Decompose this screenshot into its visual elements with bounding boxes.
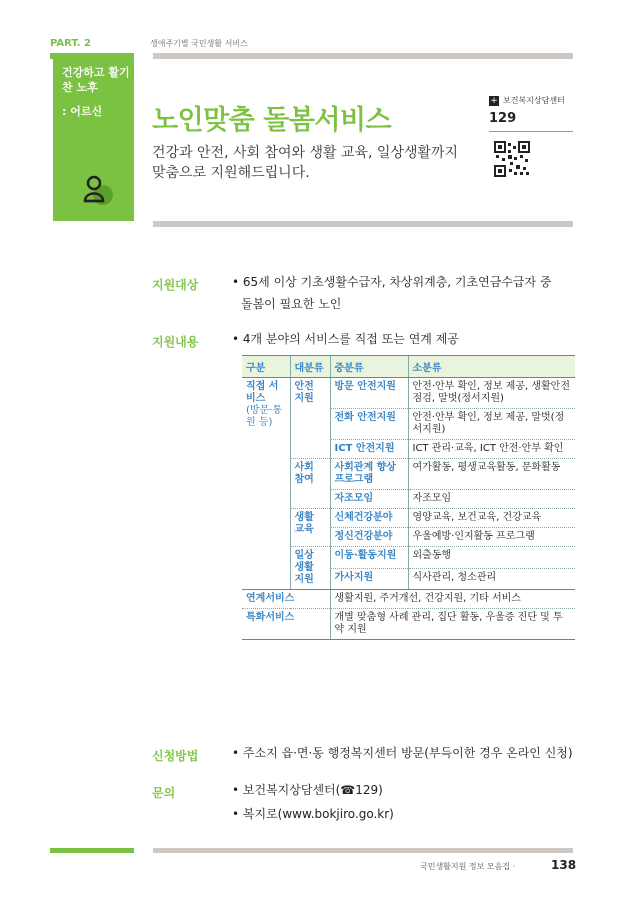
person-icon: [79, 169, 119, 209]
category-cell: 일상 생활 지원: [290, 547, 330, 590]
detail-cell: 안전·안부 확인, 정보 제공, 말벗(정서지원): [408, 409, 575, 440]
group-direct: 직접 서비스: [246, 381, 279, 404]
special-detail: 개별 맞춤형 사례 관리, 집단 활동, 우울증 진단 및 투약 지원: [330, 609, 575, 640]
mid-cell: 사회관계 향상 프로그램: [330, 459, 408, 490]
bottom-grey-bar: [153, 848, 573, 853]
side-subtitle: : 어르신: [62, 105, 103, 118]
detail-cell: 여가활동, 평생교육활동, 문화활동: [408, 459, 575, 490]
mid-cell: ICT 안전지원: [330, 440, 408, 459]
page-title: 노인맞춤 돌봄서비스: [152, 105, 392, 136]
mid-grey-bar: [153, 221, 573, 227]
center-number: 129: [489, 111, 517, 126]
category-cell: 사회 참여: [290, 459, 330, 509]
category-cell: 안전 지원: [290, 378, 330, 459]
target-text-2: 돌봄이 필요한 노인: [241, 297, 342, 311]
target-label: 지원대상: [152, 278, 199, 292]
page-number: 138: [551, 858, 577, 872]
inquiry-website[interactable]: • 복지로(www.bokjiro.go.kr): [232, 807, 394, 821]
mid-cell: 방문 안전지원: [330, 378, 408, 409]
center-divider: [489, 131, 573, 132]
group-cell: [242, 378, 290, 590]
section-label: 생애주기별 국민생활 서비스: [150, 39, 248, 48]
mid-cell: 가사지원: [330, 568, 408, 590]
mid-cell: 전화 안전지원: [330, 409, 408, 440]
table-header: 대분류: [290, 356, 330, 378]
group-direct-sub: (방문·통원 등): [246, 405, 283, 428]
mid-cell: 자조모임: [330, 490, 408, 509]
apply-label: 신청방법: [152, 749, 199, 763]
mid-cell: 이동·활동지원: [330, 547, 408, 569]
linked-detail: 생활지원, 주거개선, 건강지원, 기타 서비스: [330, 590, 575, 609]
table-row: [242, 547, 575, 569]
detail-cell: 외출동행: [408, 547, 575, 569]
table-header: 구분: [242, 356, 290, 378]
mid-cell: 정신건강분야: [330, 528, 408, 547]
detail-cell: ICT 관리·교육, ICT 안전·안부 확인: [408, 440, 575, 459]
linked-label: 연계서비스: [242, 590, 330, 609]
side-category-box: [53, 59, 134, 221]
table-header: 소분류: [408, 356, 575, 378]
table-row: [242, 378, 575, 409]
apply-text: • 주소지 읍·면·동 행정복지센터 방문(부득이한 경우 온라인 신청): [232, 746, 573, 760]
center-badge: [489, 95, 565, 106]
side-title: 건강하고 활기찬 노후: [62, 66, 130, 94]
content-label: 지원내용: [152, 335, 199, 349]
detail-cell: 영양교육, 보건교육, 건강교육: [408, 509, 575, 528]
service-table: [242, 355, 575, 640]
top-grey-bar: [153, 53, 573, 59]
table-row: [242, 590, 575, 609]
qr-code-icon[interactable]: [494, 141, 530, 177]
inquiry-label: 문의: [152, 786, 176, 800]
table-header: 중분류: [330, 356, 408, 378]
center-label: 보건복지상담센터: [503, 96, 565, 105]
mid-cell: 신체건강분야: [330, 509, 408, 528]
category-cell: 생활 교육: [290, 509, 330, 547]
inquiry-phone: • 보건복지상담센터(☎129): [232, 783, 383, 797]
part-label: PART. 2: [50, 38, 91, 49]
detail-cell: 안전·안부 확인, 정보 제공, 생활안전점검, 말벗(정서지원): [408, 378, 575, 409]
target-text: • 65세 이상 기초생활수급자, 차상위계층, 기초연금수급자 중: [232, 275, 552, 289]
table-row: [242, 509, 575, 528]
special-label: 특화서비스: [242, 609, 330, 640]
content-text: • 4개 분야의 서비스를 직접 또는 연계 제공: [232, 332, 459, 346]
detail-cell: 우울예방·인지활동 프로그램: [408, 528, 575, 547]
detail-cell: 자조모임: [408, 490, 575, 509]
plus-icon: +: [490, 95, 498, 106]
footer-text: 국민생활지원 정보 모음집 ·: [420, 862, 516, 871]
table-row: [242, 459, 575, 490]
table-row: [242, 609, 575, 640]
bottom-green-bar: [50, 848, 134, 853]
page-subtitle: 건강과 안전, 사회 참여와 생활 교육, 일상생활까지 맞춤으로 지원해드립니다.: [152, 145, 459, 181]
detail-cell: 식사관리, 청소관리: [408, 568, 575, 590]
